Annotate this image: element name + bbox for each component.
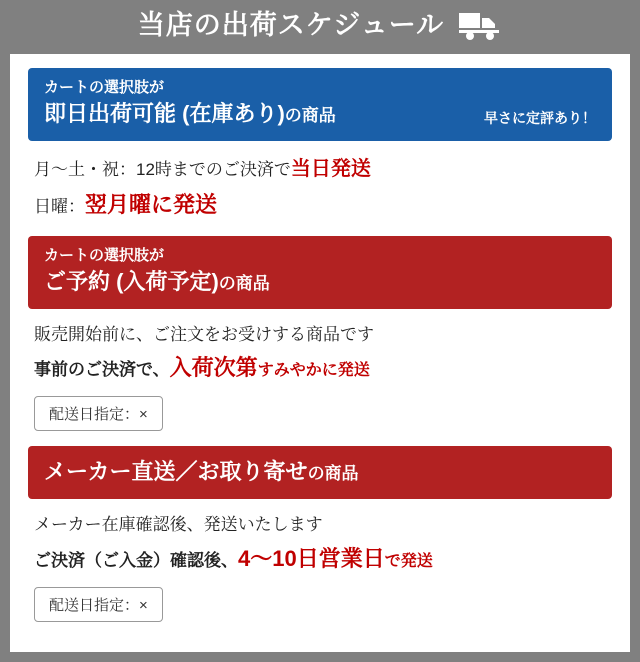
in-stock-line-2: 日曜：翌月曜に発送 [34, 191, 218, 217]
schedule-content [10, 54, 630, 645]
reservation-line-1: 販売開始前に、ご注文をお受けする商品です [34, 324, 374, 344]
band-in-stock-small-label: カートの選択肢が [44, 79, 165, 96]
page-title: 当店の出荷スケジュール [137, 9, 445, 40]
direct-shipping-delivery-date-tag: 配送日指定：× [34, 587, 163, 622]
page-header [0, 0, 640, 54]
band-reservation-big-label: ご予約 (入荷予定)の商品 [44, 269, 270, 295]
in-stock-lines [28, 141, 612, 236]
band-in-stock-big-label: 即日出荷可能 (在庫あり)の商品 [44, 101, 336, 127]
delivery-truck-icon [458, 9, 502, 41]
reservation-line-2: 事前のご決済で、入荷次第すみやかに発送 [34, 355, 370, 381]
band-reservation-small-label: カートの選択肢が [44, 246, 165, 264]
band-direct-shipping [28, 446, 612, 499]
in-stock-line-1: 月～土・祝：12時までのご決済で当日発送 [34, 157, 371, 180]
band-reservation [28, 236, 612, 309]
band-in-stock [28, 68, 612, 141]
direct-shipping-line-2: ご決済（ご入金）確認後、4～10日営業日で発送 [34, 545, 433, 571]
reservation-delivery-date-tag: 配送日指定：× [34, 396, 163, 431]
band-in-stock-note: 早さに定評あり！ [484, 109, 596, 126]
band-direct-shipping-big-label: メーカー直送／お取り寄せの商品 [44, 459, 359, 485]
direct-shipping-lines [28, 499, 612, 637]
section-reservation [28, 236, 612, 446]
direct-shipping-line-1: メーカー在庫確認後、発送いたします [34, 515, 323, 535]
section-in-stock [28, 68, 612, 236]
reservation-lines [28, 309, 612, 447]
section-direct-shipping [28, 446, 612, 636]
